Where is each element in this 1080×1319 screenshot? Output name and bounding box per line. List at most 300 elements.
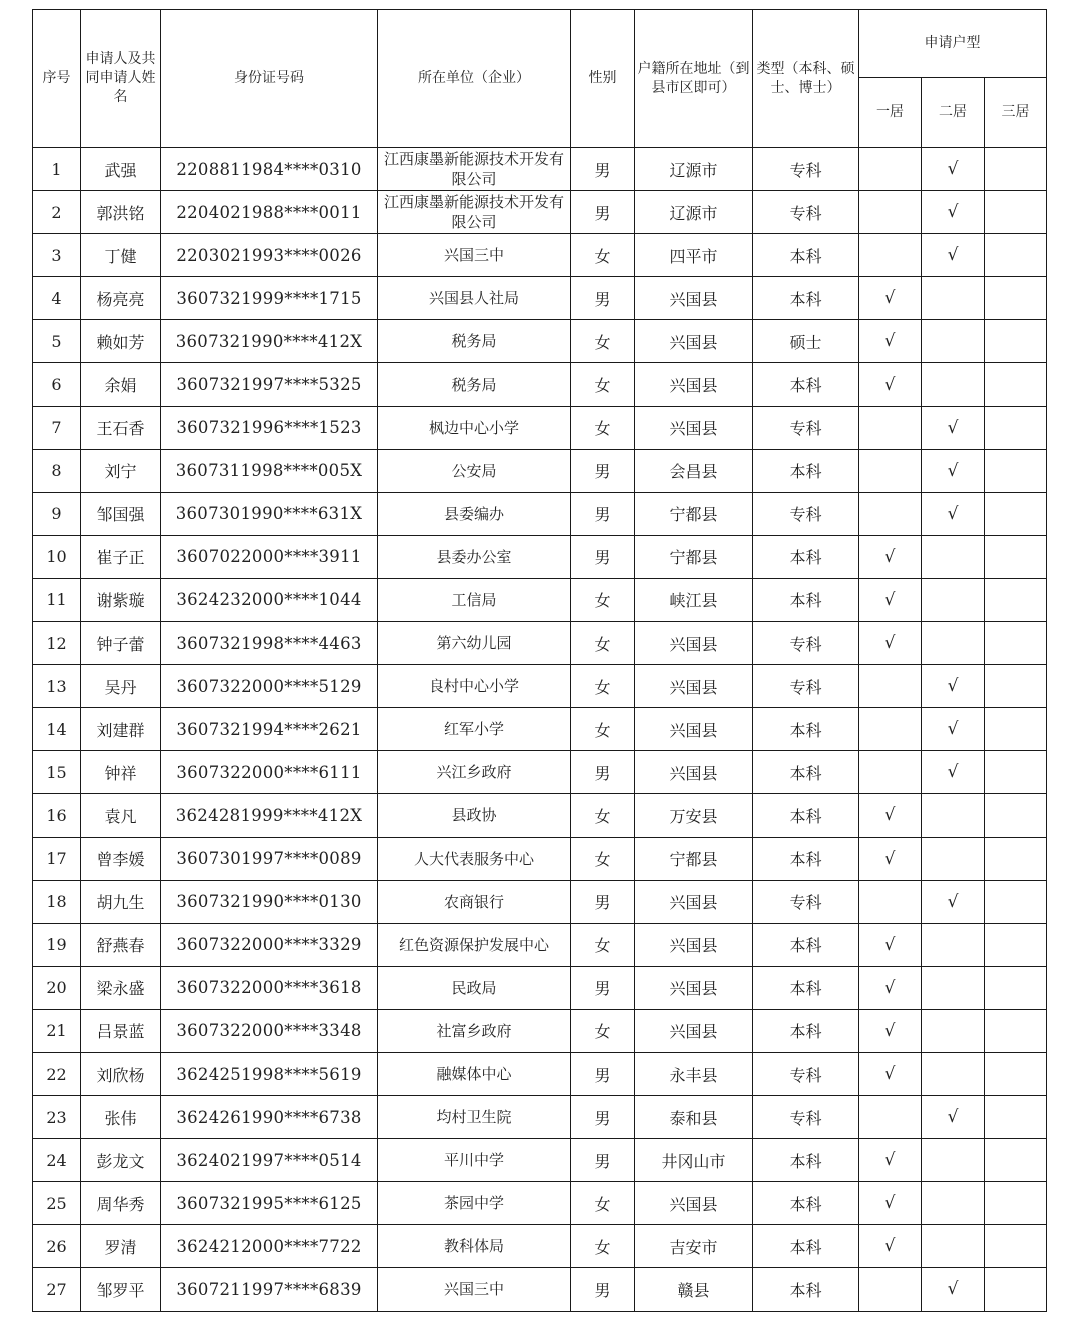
cell-type: 专科 xyxy=(753,622,859,665)
table-row xyxy=(33,148,1047,191)
cell-h3 xyxy=(985,1225,1047,1268)
cell-address: 赣县 xyxy=(635,1268,753,1311)
cell-gender: 女 xyxy=(571,1225,635,1268)
cell-gender: 女 xyxy=(571,1182,635,1225)
cell-h3 xyxy=(985,449,1047,492)
header-name: 申请人及共同申请人姓名 xyxy=(81,10,161,148)
header-id: 身份证号码 xyxy=(161,10,378,148)
cell-h3 xyxy=(985,535,1047,578)
cell-seq: 27 xyxy=(33,1268,81,1311)
cell-address: 兴国县 xyxy=(635,923,753,966)
cell-unit: 农商银行 xyxy=(378,880,571,923)
cell-gender: 女 xyxy=(571,320,635,363)
cell-h2 xyxy=(922,622,985,665)
cell-h1 xyxy=(859,751,922,794)
cell-h2 xyxy=(922,578,985,621)
cell-h3 xyxy=(985,665,1047,708)
cell-h1: √ xyxy=(859,837,922,880)
cell-h2: √ xyxy=(922,492,985,535)
cell-name: 王石香 xyxy=(81,406,161,449)
cell-id: 3607321995****6125 xyxy=(161,1182,378,1225)
cell-id: 3624251998****5619 xyxy=(161,1052,378,1095)
cell-seq: 20 xyxy=(33,966,81,1009)
cell-unit: 民政局 xyxy=(378,966,571,1009)
cell-type: 本科 xyxy=(753,837,859,880)
cell-h1: √ xyxy=(859,363,922,406)
cell-name: 梁永盛 xyxy=(81,966,161,1009)
cell-unit: 社富乡政府 xyxy=(378,1009,571,1052)
cell-gender: 男 xyxy=(571,1139,635,1182)
header-h3: 三居 xyxy=(985,78,1047,148)
cell-type: 专科 xyxy=(753,148,859,191)
cell-id: 3607301997****0089 xyxy=(161,837,378,880)
cell-unit: 平川中学 xyxy=(378,1139,571,1182)
cell-type: 本科 xyxy=(753,708,859,751)
cell-type: 硕士 xyxy=(753,320,859,363)
cell-name: 曾李媛 xyxy=(81,837,161,880)
table-row xyxy=(33,923,1047,966)
cell-id: 3607322000****3329 xyxy=(161,923,378,966)
cell-id: 3607022000****3911 xyxy=(161,535,378,578)
cell-unit: 兴国三中 xyxy=(378,234,571,277)
cell-id: 3607322000****5129 xyxy=(161,665,378,708)
cell-type: 本科 xyxy=(753,794,859,837)
cell-gender: 女 xyxy=(571,578,635,621)
cell-h1 xyxy=(859,1096,922,1139)
cell-name: 袁凡 xyxy=(81,794,161,837)
table-row xyxy=(33,708,1047,751)
cell-h3 xyxy=(985,1096,1047,1139)
cell-type: 本科 xyxy=(753,234,859,277)
cell-h2 xyxy=(922,794,985,837)
cell-gender: 男 xyxy=(571,535,635,578)
cell-seq: 5 xyxy=(33,320,81,363)
cell-address: 兴国县 xyxy=(635,277,753,320)
cell-seq: 12 xyxy=(33,622,81,665)
cell-id: 3607321999****1715 xyxy=(161,277,378,320)
cell-h3 xyxy=(985,966,1047,1009)
cell-unit: 良村中心小学 xyxy=(378,665,571,708)
cell-h1: √ xyxy=(859,320,922,363)
cell-address: 宁都县 xyxy=(635,492,753,535)
cell-type: 本科 xyxy=(753,363,859,406)
cell-id: 3624232000****1044 xyxy=(161,578,378,621)
cell-gender: 男 xyxy=(571,148,635,191)
cell-h3 xyxy=(985,277,1047,320)
cell-h2: √ xyxy=(922,449,985,492)
cell-seq: 16 xyxy=(33,794,81,837)
cell-name: 杨亮亮 xyxy=(81,277,161,320)
cell-seq: 22 xyxy=(33,1052,81,1095)
cell-h3 xyxy=(985,1052,1047,1095)
table-row xyxy=(33,1009,1047,1052)
table-row xyxy=(33,320,1047,363)
cell-name: 武强 xyxy=(81,148,161,191)
header-housing: 申请户型 xyxy=(859,10,1047,78)
cell-h2 xyxy=(922,837,985,880)
cell-h2 xyxy=(922,923,985,966)
cell-gender: 男 xyxy=(571,966,635,1009)
cell-unit: 红色资源保护发展中心 xyxy=(378,923,571,966)
cell-h1: √ xyxy=(859,1139,922,1182)
cell-address: 泰和县 xyxy=(635,1096,753,1139)
cell-seq: 18 xyxy=(33,880,81,923)
table-row xyxy=(33,794,1047,837)
cell-unit: 红军小学 xyxy=(378,708,571,751)
table-row xyxy=(33,622,1047,665)
cell-unit: 人大代表服务中心 xyxy=(378,837,571,880)
cell-gender: 男 xyxy=(571,492,635,535)
cell-h2 xyxy=(922,1225,985,1268)
cell-name: 丁健 xyxy=(81,234,161,277)
cell-type: 专科 xyxy=(753,1096,859,1139)
cell-type: 本科 xyxy=(753,1009,859,1052)
cell-id: 3624021997****0514 xyxy=(161,1139,378,1182)
cell-unit: 县委编办 xyxy=(378,492,571,535)
cell-address: 峡江县 xyxy=(635,578,753,621)
cell-seq: 14 xyxy=(33,708,81,751)
cell-gender: 男 xyxy=(571,880,635,923)
cell-id: 3607321994****2621 xyxy=(161,708,378,751)
cell-unit: 税务局 xyxy=(378,320,571,363)
cell-id: 2204021988****0011 xyxy=(161,191,378,234)
cell-address: 井冈山市 xyxy=(635,1139,753,1182)
cell-h3 xyxy=(985,880,1047,923)
table-row xyxy=(33,880,1047,923)
cell-type: 本科 xyxy=(753,1268,859,1311)
cell-h1: √ xyxy=(859,966,922,1009)
cell-h1 xyxy=(859,406,922,449)
cell-gender: 女 xyxy=(571,363,635,406)
header-seq: 序号 xyxy=(33,10,81,148)
cell-type: 本科 xyxy=(753,1225,859,1268)
cell-gender: 男 xyxy=(571,1268,635,1311)
cell-gender: 女 xyxy=(571,708,635,751)
cell-seq: 25 xyxy=(33,1182,81,1225)
cell-unit: 融媒体中心 xyxy=(378,1052,571,1095)
cell-address: 宁都县 xyxy=(635,535,753,578)
cell-seq: 13 xyxy=(33,665,81,708)
cell-h2: √ xyxy=(922,708,985,751)
cell-h1: √ xyxy=(859,622,922,665)
cell-h2: √ xyxy=(922,148,985,191)
cell-gender: 男 xyxy=(571,277,635,320)
cell-name: 崔子正 xyxy=(81,535,161,578)
cell-unit: 第六幼儿园 xyxy=(378,622,571,665)
cell-name: 邹国强 xyxy=(81,492,161,535)
cell-h2 xyxy=(922,1009,985,1052)
cell-unit: 枫边中心小学 xyxy=(378,406,571,449)
cell-address: 辽源市 xyxy=(635,191,753,234)
cell-h1: √ xyxy=(859,1009,922,1052)
cell-name: 刘建群 xyxy=(81,708,161,751)
cell-unit: 兴江乡政府 xyxy=(378,751,571,794)
cell-h3 xyxy=(985,320,1047,363)
cell-gender: 男 xyxy=(571,751,635,794)
cell-h3 xyxy=(985,751,1047,794)
cell-id: 3607211997****6839 xyxy=(161,1268,378,1311)
cell-address: 兴国县 xyxy=(635,880,753,923)
table-row xyxy=(33,751,1047,794)
cell-unit: 教科体局 xyxy=(378,1225,571,1268)
cell-name: 谢紫璇 xyxy=(81,578,161,621)
cell-h1: √ xyxy=(859,1052,922,1095)
cell-type: 本科 xyxy=(753,751,859,794)
cell-name: 郭洪铭 xyxy=(81,191,161,234)
cell-type: 本科 xyxy=(753,966,859,1009)
cell-unit: 江西康墨新能源技术开发有限公司 xyxy=(378,191,571,234)
cell-h1 xyxy=(859,148,922,191)
cell-h2 xyxy=(922,320,985,363)
cell-type: 专科 xyxy=(753,191,859,234)
cell-id: 3607322000****3348 xyxy=(161,1009,378,1052)
cell-id: 3624281999****412X xyxy=(161,794,378,837)
cell-seq: 26 xyxy=(33,1225,81,1268)
cell-unit: 公安局 xyxy=(378,449,571,492)
cell-h2 xyxy=(922,966,985,1009)
cell-name: 邹罗平 xyxy=(81,1268,161,1311)
table-row xyxy=(33,535,1047,578)
cell-unit: 县委办公室 xyxy=(378,535,571,578)
cell-id: 3607311998****005X xyxy=(161,449,378,492)
cell-gender: 女 xyxy=(571,665,635,708)
header-h2: 二居 xyxy=(922,78,985,148)
cell-h3 xyxy=(985,148,1047,191)
cell-h2: √ xyxy=(922,1096,985,1139)
table-row xyxy=(33,1139,1047,1182)
cell-seq: 4 xyxy=(33,277,81,320)
cell-gender: 男 xyxy=(571,1052,635,1095)
cell-gender: 女 xyxy=(571,406,635,449)
cell-seq: 8 xyxy=(33,449,81,492)
cell-seq: 15 xyxy=(33,751,81,794)
cell-unit: 茶园中学 xyxy=(378,1182,571,1225)
cell-h3 xyxy=(985,578,1047,621)
cell-h3 xyxy=(985,622,1047,665)
cell-h3 xyxy=(985,406,1047,449)
cell-h1: √ xyxy=(859,535,922,578)
table-row xyxy=(33,578,1047,621)
cell-gender: 女 xyxy=(571,1009,635,1052)
cell-unit: 工信局 xyxy=(378,578,571,621)
cell-h1 xyxy=(859,492,922,535)
cell-type: 本科 xyxy=(753,535,859,578)
cell-h2 xyxy=(922,1139,985,1182)
cell-h3 xyxy=(985,363,1047,406)
table-row xyxy=(33,277,1047,320)
cell-h3 xyxy=(985,492,1047,535)
cell-address: 永丰县 xyxy=(635,1052,753,1095)
table-row xyxy=(33,1225,1047,1268)
cell-h2 xyxy=(922,1052,985,1095)
cell-id: 3607321998****4463 xyxy=(161,622,378,665)
cell-address: 兴国县 xyxy=(635,708,753,751)
cell-h3 xyxy=(985,794,1047,837)
cell-unit: 县政协 xyxy=(378,794,571,837)
cell-address: 会昌县 xyxy=(635,449,753,492)
cell-h1 xyxy=(859,449,922,492)
cell-h1: √ xyxy=(859,578,922,621)
header-gender: 性别 xyxy=(571,10,635,148)
cell-h1 xyxy=(859,1268,922,1311)
cell-unit: 兴国县人社局 xyxy=(378,277,571,320)
cell-name: 舒燕春 xyxy=(81,923,161,966)
cell-name: 刘欣杨 xyxy=(81,1052,161,1095)
cell-id: 3607322000****3618 xyxy=(161,966,378,1009)
cell-id: 3607321997****5325 xyxy=(161,363,378,406)
cell-name: 吕景蓝 xyxy=(81,1009,161,1052)
cell-name: 罗清 xyxy=(81,1225,161,1268)
cell-gender: 女 xyxy=(571,622,635,665)
cell-id: 3607321990****0130 xyxy=(161,880,378,923)
cell-seq: 3 xyxy=(33,234,81,277)
cell-name: 赖如芳 xyxy=(81,320,161,363)
cell-h3 xyxy=(985,923,1047,966)
cell-unit: 江西康墨新能源技术开发有限公司 xyxy=(378,148,571,191)
cell-type: 本科 xyxy=(753,578,859,621)
cell-h2 xyxy=(922,535,985,578)
cell-type: 专科 xyxy=(753,1052,859,1095)
cell-h3 xyxy=(985,191,1047,234)
cell-h3 xyxy=(985,1268,1047,1311)
cell-name: 刘宁 xyxy=(81,449,161,492)
cell-address: 兴国县 xyxy=(635,966,753,1009)
cell-gender: 女 xyxy=(571,234,635,277)
cell-type: 本科 xyxy=(753,1139,859,1182)
cell-gender: 男 xyxy=(571,191,635,234)
cell-seq: 1 xyxy=(33,148,81,191)
cell-seq: 11 xyxy=(33,578,81,621)
cell-seq: 21 xyxy=(33,1009,81,1052)
cell-address: 兴国县 xyxy=(635,751,753,794)
cell-address: 万安县 xyxy=(635,794,753,837)
cell-h2: √ xyxy=(922,406,985,449)
cell-h3 xyxy=(985,708,1047,751)
table-body xyxy=(33,148,1047,1312)
cell-h3 xyxy=(985,1139,1047,1182)
cell-h2: √ xyxy=(922,751,985,794)
table-row xyxy=(33,492,1047,535)
cell-h2 xyxy=(922,1182,985,1225)
cell-id: 3607322000****6111 xyxy=(161,751,378,794)
cell-address: 兴国县 xyxy=(635,665,753,708)
cell-id: 3624261990****6738 xyxy=(161,1096,378,1139)
cell-seq: 2 xyxy=(33,191,81,234)
cell-id: 3607321996****1523 xyxy=(161,406,378,449)
table-row xyxy=(33,1268,1047,1311)
cell-h3 xyxy=(985,1182,1047,1225)
cell-type: 本科 xyxy=(753,923,859,966)
cell-name: 钟祥 xyxy=(81,751,161,794)
cell-seq: 19 xyxy=(33,923,81,966)
cell-h2: √ xyxy=(922,191,985,234)
cell-seq: 7 xyxy=(33,406,81,449)
cell-gender: 女 xyxy=(571,923,635,966)
table-header xyxy=(33,10,1047,148)
cell-h2 xyxy=(922,363,985,406)
cell-h3 xyxy=(985,1009,1047,1052)
header-address: 户籍所在地址（到县市区即可） xyxy=(635,10,753,148)
cell-type: 专科 xyxy=(753,665,859,708)
cell-gender: 男 xyxy=(571,449,635,492)
cell-address: 四平市 xyxy=(635,234,753,277)
cell-address: 兴国县 xyxy=(635,363,753,406)
cell-h1: √ xyxy=(859,1225,922,1268)
cell-seq: 9 xyxy=(33,492,81,535)
cell-h1 xyxy=(859,665,922,708)
cell-name: 彭龙文 xyxy=(81,1139,161,1182)
cell-h1: √ xyxy=(859,923,922,966)
cell-unit: 兴国三中 xyxy=(378,1268,571,1311)
cell-type: 本科 xyxy=(753,1182,859,1225)
cell-seq: 6 xyxy=(33,363,81,406)
cell-h2: √ xyxy=(922,665,985,708)
cell-unit: 税务局 xyxy=(378,363,571,406)
cell-id: 3607321990****412X xyxy=(161,320,378,363)
cell-h1: √ xyxy=(859,1182,922,1225)
cell-type: 专科 xyxy=(753,880,859,923)
cell-unit: 均村卫生院 xyxy=(378,1096,571,1139)
header-h1: 一居 xyxy=(859,78,922,148)
cell-h2: √ xyxy=(922,880,985,923)
cell-h1 xyxy=(859,191,922,234)
cell-gender: 女 xyxy=(571,794,635,837)
cell-address: 兴国县 xyxy=(635,1009,753,1052)
cell-seq: 10 xyxy=(33,535,81,578)
cell-address: 兴国县 xyxy=(635,1182,753,1225)
cell-h2: √ xyxy=(922,234,985,277)
cell-h1 xyxy=(859,234,922,277)
cell-h1 xyxy=(859,708,922,751)
table-row xyxy=(33,1182,1047,1225)
cell-seq: 23 xyxy=(33,1096,81,1139)
cell-address: 吉安市 xyxy=(635,1225,753,1268)
cell-id: 2208811984****0310 xyxy=(161,148,378,191)
cell-address: 宁都县 xyxy=(635,837,753,880)
cell-seq: 17 xyxy=(33,837,81,880)
cell-h2 xyxy=(922,277,985,320)
header-type: 类型（本科、硕士、博士） xyxy=(753,10,859,148)
table-row xyxy=(33,1096,1047,1139)
cell-h2: √ xyxy=(922,1268,985,1311)
table-row xyxy=(33,1052,1047,1095)
cell-seq: 24 xyxy=(33,1139,81,1182)
cell-id: 3624212000****7722 xyxy=(161,1225,378,1268)
cell-id: 3607301990****631X xyxy=(161,492,378,535)
cell-address: 兴国县 xyxy=(635,622,753,665)
cell-name: 周华秀 xyxy=(81,1182,161,1225)
table-row xyxy=(33,406,1047,449)
cell-name: 胡九生 xyxy=(81,880,161,923)
table-row xyxy=(33,665,1047,708)
cell-name: 吴丹 xyxy=(81,665,161,708)
cell-address: 兴国县 xyxy=(635,320,753,363)
table-row xyxy=(33,234,1047,277)
cell-type: 本科 xyxy=(753,277,859,320)
cell-h1: √ xyxy=(859,794,922,837)
cell-name: 余娟 xyxy=(81,363,161,406)
table-row xyxy=(33,363,1047,406)
table-row xyxy=(33,837,1047,880)
cell-h3 xyxy=(985,837,1047,880)
cell-id: 2203021993****0026 xyxy=(161,234,378,277)
cell-address: 辽源市 xyxy=(635,148,753,191)
header-unit: 所在单位（企业） xyxy=(378,10,571,148)
cell-address: 兴国县 xyxy=(635,406,753,449)
cell-h1 xyxy=(859,880,922,923)
cell-gender: 女 xyxy=(571,837,635,880)
cell-h1: √ xyxy=(859,277,922,320)
